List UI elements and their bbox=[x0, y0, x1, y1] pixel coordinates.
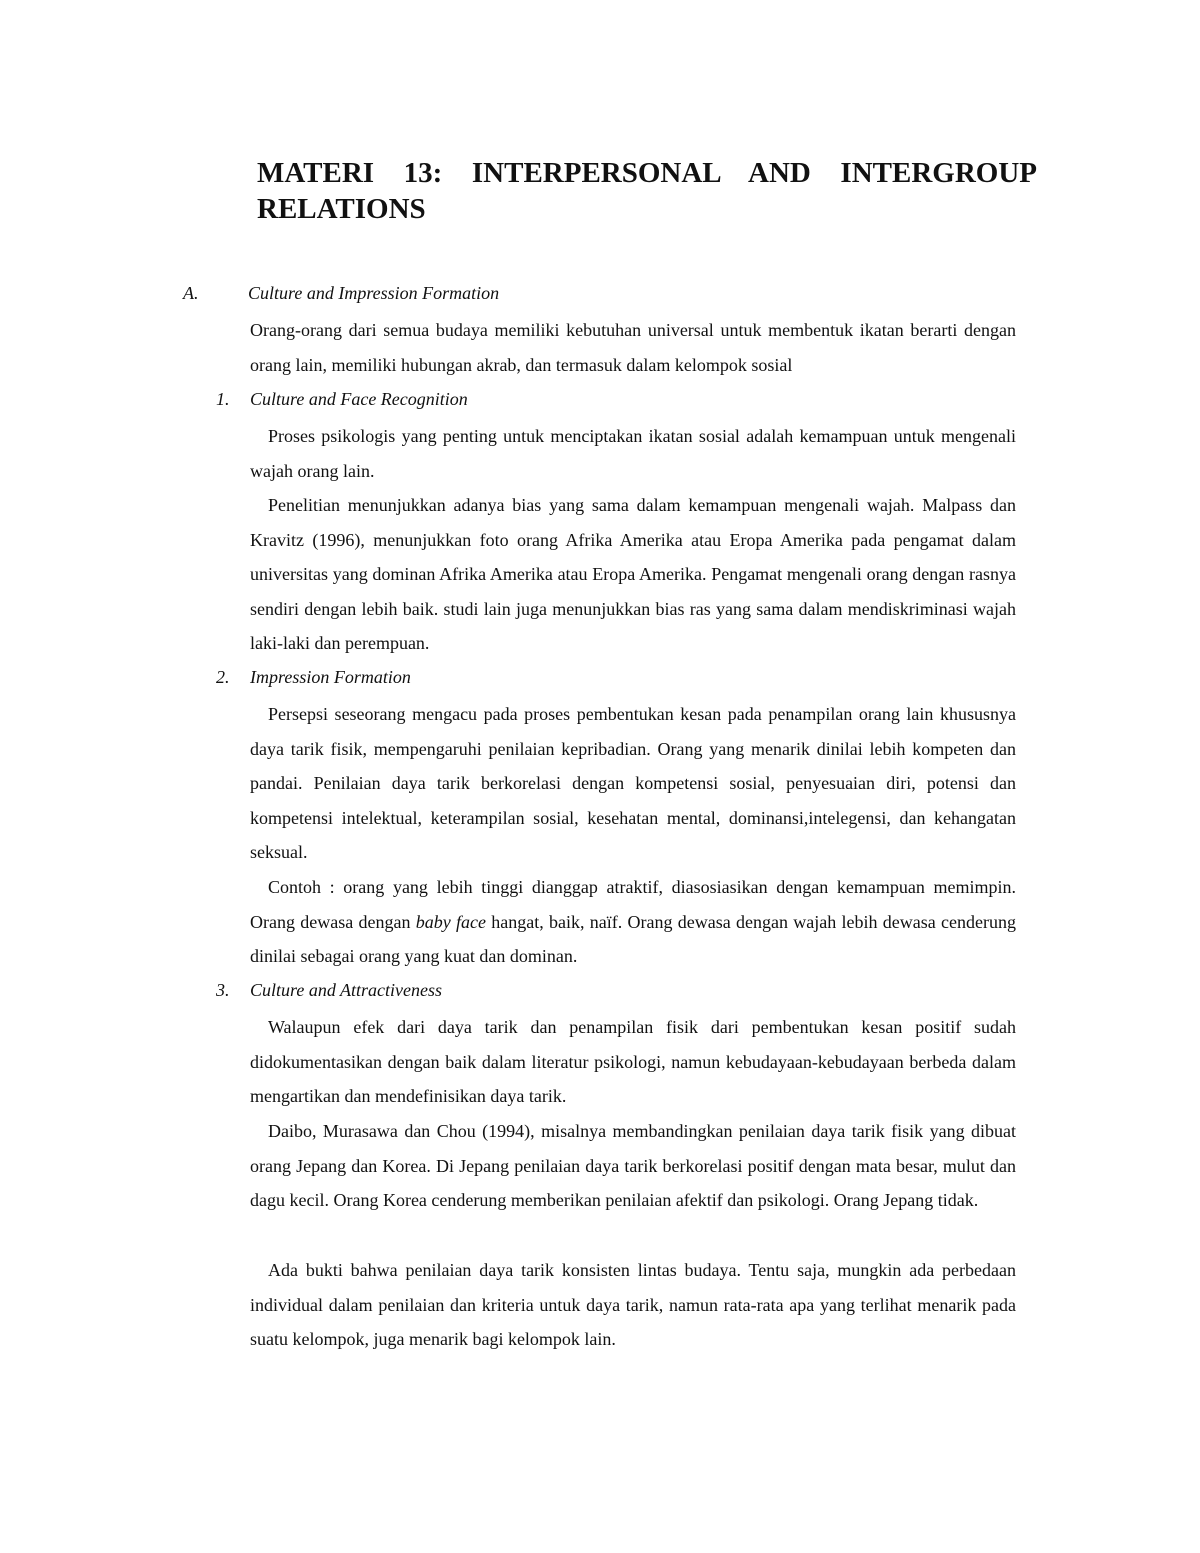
title-line-1: MATERI 13: INTERPERSONAL AND INTERGROUP bbox=[257, 157, 1037, 189]
subsection-1-title: Culture and Face Recognition bbox=[250, 389, 468, 409]
subsection-1-paragraph-2: Penelitian menunjukkan adanya bias yang sama dalam kemampuan mengenali wajah. Malpass dan Kravitz (1996), menunjukkan foto orang Afrika Amerika atau Eropa Amerika pada pengamat dalam universitas yang dominan Afrika Amerika atau Eropa Amerika. Pengamat mengenali orang dengan rasnya sendiri dengan lebih baik. studi lain juga menunjukkan bias ras yang sama dalam mendiskriminasi wajah laki-laki dan perempuan. bbox=[250, 495, 1016, 653]
section-a-paragraph: Orang-orang dari semua budaya memiliki kebutuhan universal untuk membentuk ikatan berarti dengan orang lain, memiliki hubungan akrab, dan termasuk dalam kelompok sosial bbox=[250, 320, 1016, 375]
subsection-2-paragraph-2-text-a: Contoh : orang yang lebih tinggi dianggap atraktif, diasosiasikan dengan kemampuan memimpin. Orang dewasa dengan bbox=[250, 877, 1016, 932]
subsection-2-marker: 2. bbox=[216, 667, 230, 687]
section-a-heading bbox=[183, 279, 499, 307]
section-a-marker: A. bbox=[183, 283, 199, 303]
subsection-3-title: Culture and Attractiveness bbox=[250, 980, 442, 1000]
baby-face-term: baby face bbox=[415, 911, 486, 932]
subsection-2-title: Impression Formation bbox=[250, 667, 411, 687]
subsection-3-marker: 3. bbox=[216, 980, 230, 1000]
page-title bbox=[257, 155, 1037, 227]
subsection-1-marker: 1. bbox=[216, 389, 230, 409]
subsection-3-paragraph-3: Ada bukti bahwa penilaian daya tarik konsisten lintas budaya. Tentu saja, mungkin ada perbedaan individual dalam penilaian dan kriteria untuk daya tarik, namun rata-rata apa yang terlihat menarik pada suatu kelompok, juga menarik bagi kelompok lain. bbox=[250, 1260, 1016, 1349]
subsection-3-paragraph-1: Walaupun efek dari daya tarik dan penampilan fisik dari pembentukan kesan positif sudah didokumentasikan dengan baik dalam literatur psikologi, namun kebudayaan-kebudayaan berbeda dalam mengartikan dan mendefinisikan daya tarik. bbox=[250, 1017, 1016, 1106]
title-line-2: RELATIONS bbox=[257, 193, 426, 225]
subsection-2-paragraph-2 bbox=[250, 870, 1016, 974]
subsection-3-paragraph-2: Daibo, Murasawa dan Chou (1994), misalnya membandingkan penilaian daya tarik fisik yang dibuat orang Jepang dan Korea. Di Jepang penilaian daya tarik berkorelasi positif dengan mata besar, mulut dan dagu kecil. Orang Korea cenderung memberikan penilaian afektif dan psikologi. Orang Jepang tidak. bbox=[250, 1121, 1016, 1210]
subsection-2-heading bbox=[216, 663, 411, 691]
subsection-1-heading bbox=[216, 385, 468, 413]
subsection-1-paragraph-1: Proses psikologis yang penting untuk menciptakan ikatan sosial adalah kemampuan untuk mengenali wajah orang lain. bbox=[250, 426, 1016, 481]
subsection-3-heading bbox=[216, 976, 442, 1004]
section-a-title: Culture and Impression Formation bbox=[248, 283, 500, 303]
subsection-2-paragraph-2-text-b: hangat, baik, naïf. Orang dewasa dengan wajah lebih dewasa cenderung dinilai sebagai orang yang kuat dan dominan. bbox=[250, 911, 1017, 966]
subsection-2-paragraph-1: Persepsi seseorang mengacu pada proses pembentukan kesan pada penampilan orang lain khususnya daya tarik fisik, mempengaruhi penilaian kepribadian. Orang yang menarik dinilai lebih kompeten dan pandai. Penilaian daya tarik berkorelasi dengan kompetensi sosial, penyesuaian diri, potensi dan kompetensi intelektual, keterampilan sosial, kesehatan mental, dominansi,intelegensi, dan kehangatan seksual. bbox=[250, 704, 1016, 862]
